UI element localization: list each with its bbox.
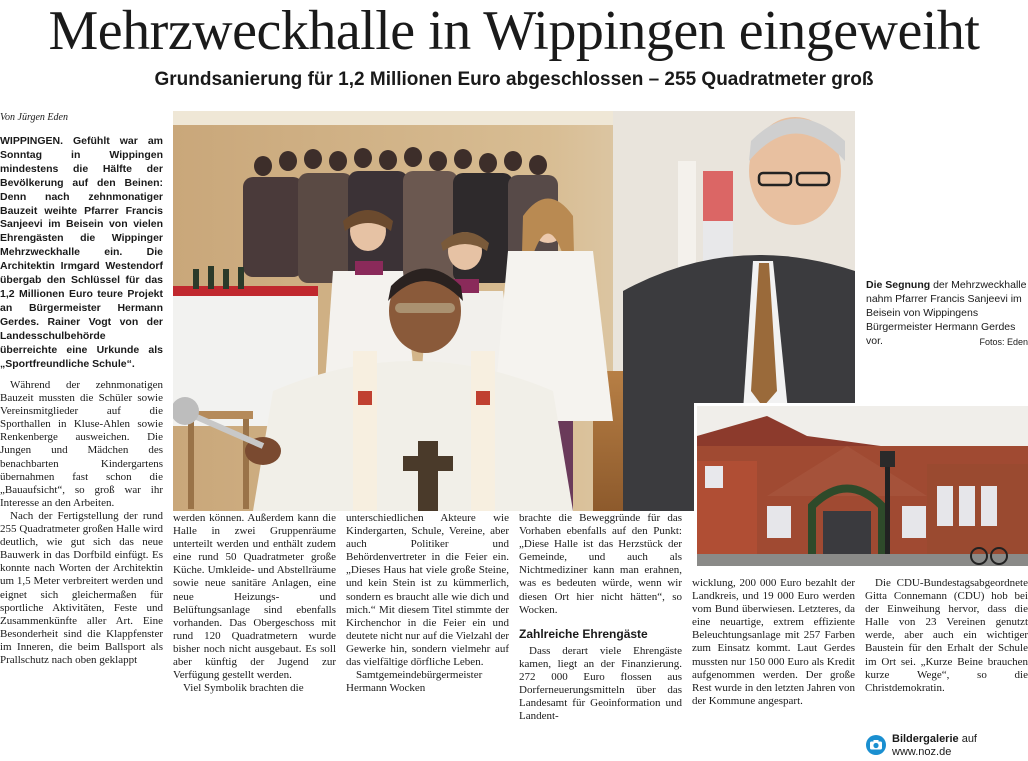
gallery-url[interactable]: www.noz.de bbox=[892, 746, 952, 758]
gallery-text bbox=[892, 733, 977, 759]
body-column-6 bbox=[865, 577, 1028, 727]
building-photo-illustration bbox=[697, 406, 1028, 566]
body-paragraph: werden können. Außerdem kann die Halle in zwei Gruppenräume unterteilt werden und enthält zudem eine rund 50 Quadratmeter große Küche. Umkleide- und Abstellräume sowie neue sanitäre Anlagen, eine neue Heizungs- und Belüftungsanlage sind ebenfalls vorhanden. Das Obergeschoss mit rund 120 Quadratmetern wurde bisher noch nicht ausgebaut. Es soll aber künftig der Jugend zur Verfügung gestellt werden. bbox=[173, 512, 336, 682]
body-paragraph: Dass derart viele Ehrengäste kamen, liegt an der Finanzierung. 272 000 Euro flossen aus Dorferneuerungsmitteln über das Landesamt für Geoinformation und Landent- bbox=[519, 644, 682, 723]
subheadline: Grundsanierung für 1,2 Millionen Euro abgeschlossen – 255 Quadratmeter groß bbox=[154, 69, 874, 90]
body-paragraph: Die CDU-Bundestagsabgeordnete Gitta Connemann (CDU) hob bei der Einweihung hervor, dass die Halle von 23 Vereinen genutzt werde, aber auch ein wichtiger Baustein für den Erhalt der Schule im Ort sei. „Kurze Beine brauchen kurze Wege“, so die Christdemokratin. bbox=[865, 577, 1028, 694]
body-column-3 bbox=[346, 512, 509, 761]
lead-paragraph: WIPPINGEN. Gefühlt war am Sonntag in Wippingen mindestens die Hälfte der Bevölkerung auf den Beinen: Denn nach zehnmonatiger Bauzeit weihte Pfarrer Francis Sanjeevi im Beisein von vielen Ehrengästen die Wippinger Mehrzweckhalle ein. Die Architektin Irmgard Westendorf übergab den Schlüssel für das 1,2 Millionen Euro teure Projekt an Bürgermeister Hermann Gerdes. Rainer Vogt von der Landesschulbehörde überreichte eine Urkunde als „Sportfreundliche Schule“. bbox=[0, 135, 163, 370]
headline: Mehrzweckhalle in Wippingen eingeweiht bbox=[48, 0, 980, 62]
caption-lead: Die Segnung bbox=[866, 279, 931, 291]
photo-credit: Fotos: Eden bbox=[979, 337, 1028, 347]
body-paragraph: unterschiedlichen Akteure wie Kindergarten, Schule, Vereine, aber auch Politiker und Behördenvertreter in die Feier ein. „Dieses Haus hat viele große Steine, und kein Stein ist zu kümmerlich, sondern es braucht alle wie dich und mich.“ Mit diesem Titel stimmte der Kirchenchor in die Feier ein und deutete nicht nur auf die Vielzahl der Gewerke hin, sondern vielmehr auf das vielfältige dörfliche Leben. bbox=[346, 512, 509, 669]
body-paragraph: Samtgemeindebürgermeister Hermann Wocken bbox=[346, 669, 483, 695]
gallery-link[interactable] bbox=[866, 732, 1028, 761]
body-paragraph: wicklung, 200 000 Euro bezahlt der Landkreis, und 19 000 Euro werden vom Bund überwiesen. Letzteres, da eine neuartige, extrem effiziente Beleuchtungsanlage mit 257 Farben zum Einsatz kommt. Laut Gerdes mussten nur 150 000 Euro als Kredit aufgenommen werden. Der große Rest wurde in den letzten Jahren von der Kommune angespart. bbox=[692, 577, 855, 707]
photo-caption bbox=[866, 278, 1028, 349]
body-column-5 bbox=[692, 577, 855, 761]
byline: Von Jürgen Eden bbox=[0, 112, 68, 123]
body-paragraph: Während der zehnmonatigen Bauzeit mussten die Schüler sowie Vereinsmitglieder auf die Sporthallen in Kluse-Ahlen sowie Renkenberge ausweichen. Die Jungen und Mädchen des benachbarten Kindergartens übernahmen fast schon die „Bauaufsicht“, so groß war ihr Interesse an den Arbeiten. bbox=[0, 379, 163, 509]
camera-icon bbox=[866, 735, 886, 755]
body-column-2 bbox=[173, 512, 336, 761]
caption-text: der Mehrzweckhalle nahm Pfarrer Francis Sanjeevi im Beisein von Wippingens Bürgermeister Hermann Gerdes vor. bbox=[866, 279, 1027, 347]
inset-photo-building bbox=[694, 403, 1028, 566]
body-column-1 bbox=[0, 379, 163, 761]
body-paragraph: Nach der Fertigstellung der rund 255 Quadratmeter großen Halle wird deutlich, wie gut sich das neue Bauwerk in das Dorfbild einfügt. Es konnte nach Worten der Architektin um 1,5 Meter verbreitert werden und eignet sich gleichermaßen für sportliche Aktivitäten, Feste und Zusammenkünfte aller Art. Eine Besonderheit sind die Klappfenster im Inneren, die beim Ballsport als Prallschutz nach oben geklappt bbox=[0, 509, 163, 666]
section-heading: Zahlreiche Ehrengäste bbox=[519, 626, 648, 641]
body-paragraph: brachte die Beweggründe für das Vorhaben ebenfalls auf den Punkt: „Diese Halle ist das Herzstück der Gemeinde, und auch als Nichtmediziner kann man erahnen, was es bedeuten würde, wenn wir diesen Ort hier nicht hätten“, so Wocken. bbox=[519, 512, 682, 616]
body-paragraph: Viel Symbolik brachten die bbox=[183, 682, 304, 695]
body-column-4 bbox=[519, 512, 682, 761]
gallery-label-suffix: auf bbox=[958, 733, 977, 745]
gallery-label: Bildergalerie bbox=[892, 733, 959, 745]
